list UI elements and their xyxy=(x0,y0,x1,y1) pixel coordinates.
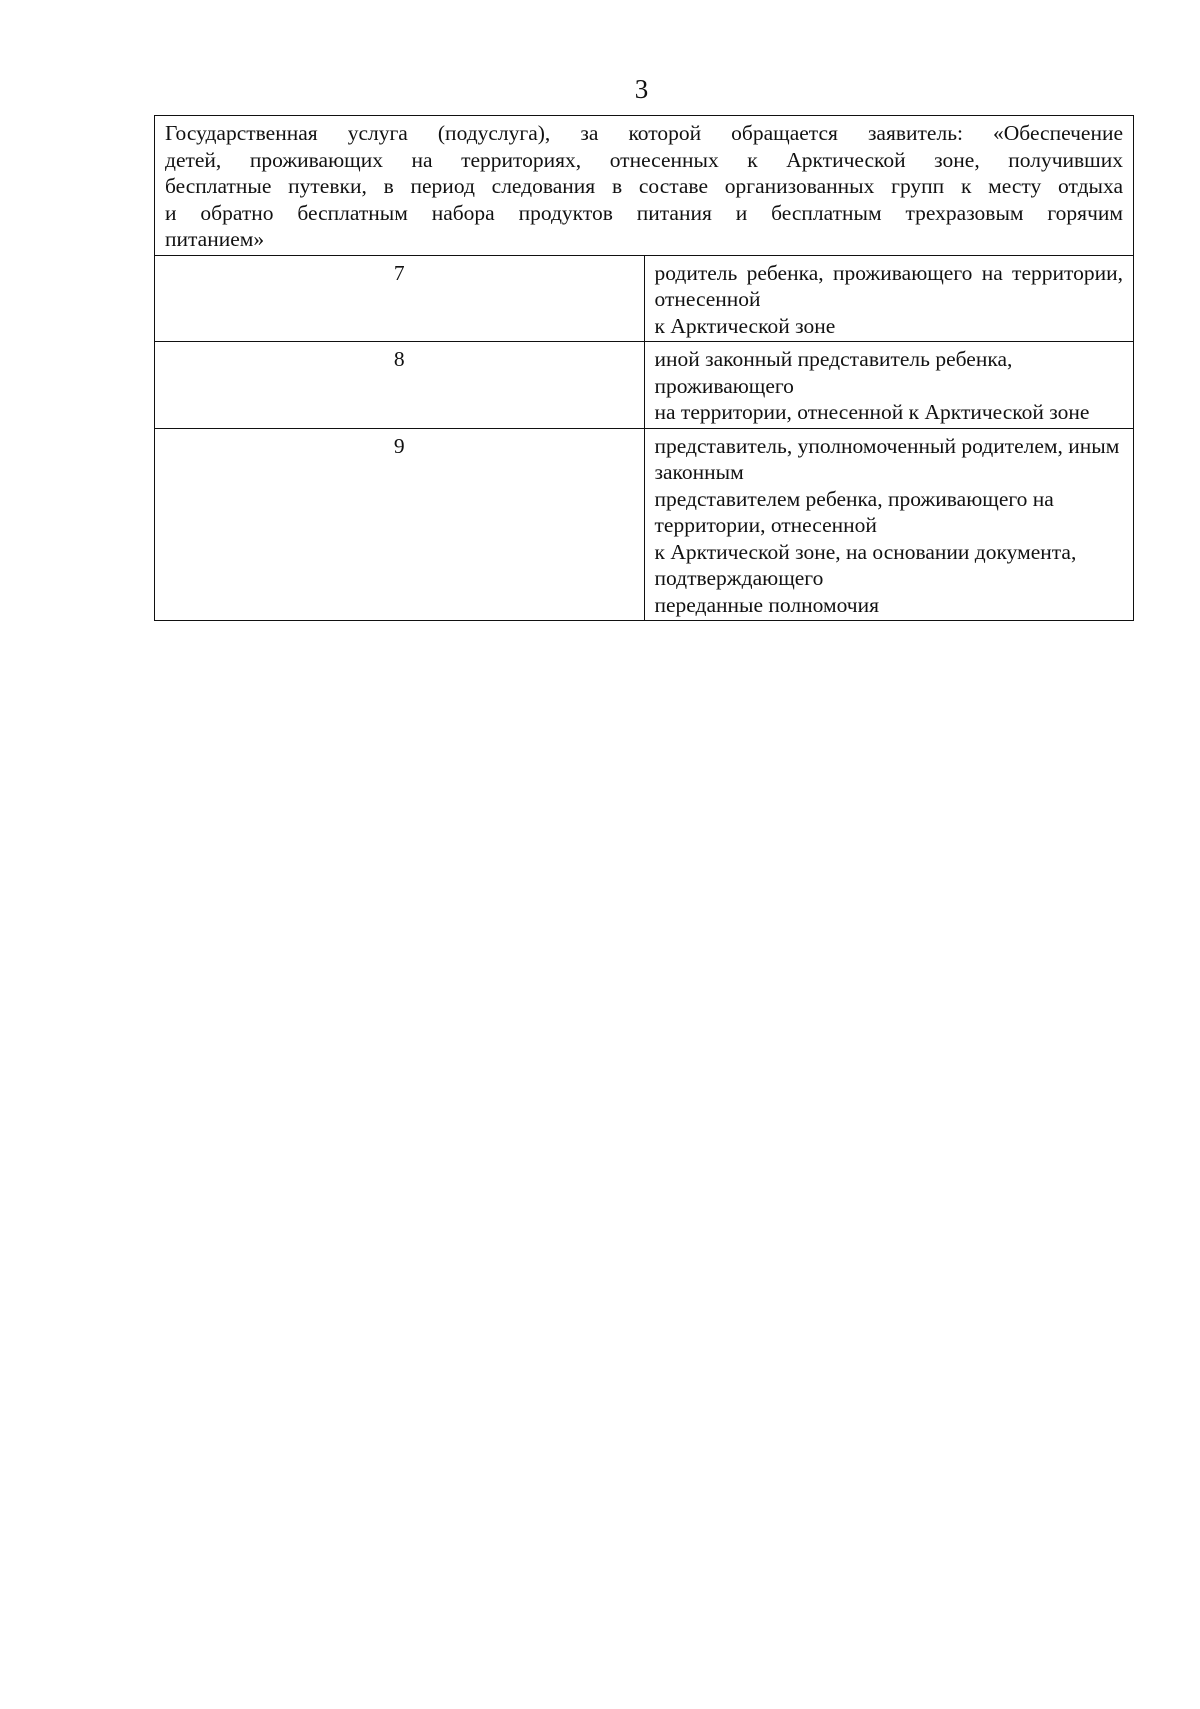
applicant-category-line: к Арктической зоне xyxy=(654,313,836,338)
row-number: 8 xyxy=(155,342,645,429)
service-description-cell xyxy=(155,116,1134,256)
applicant-category-line: иной законный представитель ребенка, проживающего xyxy=(654,347,1013,398)
applicant-category-cell xyxy=(644,428,1134,621)
applicant-category-line: родитель ребенка, проживающего на территории, отнесенной xyxy=(654,260,1123,311)
service-description-line: детей, проживающих на территориях, отнесенных к Арктической зоне, получивших xyxy=(165,147,1123,172)
service-description-line: питанием» xyxy=(165,227,265,251)
applicant-category-line: на территории, отнесенной к Арктической зоне xyxy=(654,400,1090,424)
applicant-category-line: представитель, уполномоченный родителем, иным законным xyxy=(654,433,1120,484)
row-number: 9 xyxy=(155,428,645,621)
service-description-line: бесплатные путевки, в период следования в составе организованных групп к месту отдыха xyxy=(165,174,1123,198)
table-row xyxy=(155,428,1134,621)
page-number: 3 xyxy=(634,74,649,104)
table-row xyxy=(155,255,1134,342)
table-header-row xyxy=(155,116,1134,256)
applicant-category-line: представителем ребенка, проживающего на территории, отнесенной xyxy=(654,486,1054,537)
service-description-line: Государственная услуга (подуслуга), за которой обращается заявитель: «Обеспечение xyxy=(165,121,1123,145)
applicant-category-cell xyxy=(644,342,1134,429)
applicant-category-cell xyxy=(644,255,1134,342)
row-number: 7 xyxy=(155,255,645,342)
applicants-table xyxy=(154,115,1134,621)
table-row xyxy=(155,342,1134,429)
applicant-category-line: переданные полномочия xyxy=(654,592,879,617)
applicant-category-line: к Арктической зоне, на основании документа, подтверждающего xyxy=(654,539,1077,590)
service-description-line: и обратно бесплатным набора продуктов питания и бесплатным трехразовым горячим xyxy=(165,200,1123,225)
